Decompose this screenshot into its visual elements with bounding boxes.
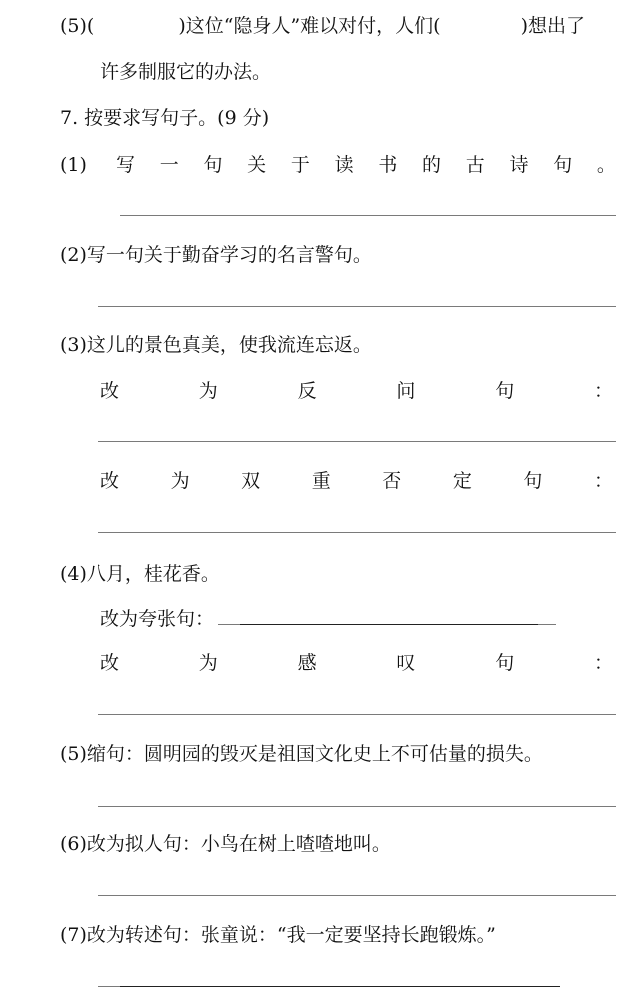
- item-4b-prompt: [100, 651, 613, 675]
- prompt-char: 重: [311, 470, 331, 492]
- section-7-title: 7. 按要求写句子。(9 分): [60, 107, 270, 129]
- prompt-char: 句: [553, 154, 573, 176]
- prompt-char: 定: [452, 470, 472, 492]
- prompt-char: 诗: [509, 154, 529, 176]
- prompt-char: 改: [100, 470, 120, 492]
- prompt-char: ：: [593, 380, 613, 402]
- item-1-label: (1): [60, 154, 87, 176]
- prompt-char: ：: [593, 470, 613, 492]
- item-6-prompt: (6)改为拟人句：小鸟在树上喳喳地叫。: [60, 833, 391, 855]
- answer-line-6[interactable]: [98, 895, 616, 896]
- prompt-char: 为: [170, 470, 190, 492]
- prompt-char: 改: [100, 652, 120, 674]
- prompt-char: 句: [495, 380, 515, 402]
- prompt-char: 问: [396, 380, 416, 402]
- prompt-char: 为: [198, 652, 218, 674]
- answer-line-5[interactable]: [98, 806, 616, 807]
- answer-line-3a[interactable]: [98, 441, 616, 442]
- prompt-char: 改: [100, 380, 120, 402]
- answer-line-3b[interactable]: [98, 532, 616, 533]
- q5-suffix: )想出了: [520, 15, 586, 37]
- prompt-char: 书: [378, 154, 398, 176]
- prompt-char: 双: [241, 470, 261, 492]
- answer-line-7[interactable]: [120, 986, 560, 987]
- answer-line-4a[interactable]: [240, 624, 538, 625]
- prompt-char: 于: [290, 154, 310, 176]
- answer-line-1[interactable]: [120, 215, 616, 216]
- prompt-char: 反: [297, 380, 317, 402]
- q5-prefix: (5)(: [60, 15, 95, 37]
- item-2-prompt: (2)写一句关于勤奋学习的名言警句。: [60, 244, 372, 266]
- prompt-char: ：: [593, 652, 613, 674]
- answer-line-2[interactable]: [98, 306, 616, 307]
- prompt-char: 一: [159, 154, 179, 176]
- item-3a-prompt: [100, 379, 613, 403]
- answer-line-7-lead: [98, 986, 120, 987]
- prompt-char: 感: [297, 652, 317, 674]
- item-3b-prompt: [100, 469, 613, 493]
- prompt-char: 古: [465, 154, 485, 176]
- item-7-prompt: (7)改为转述句：张童说：“我一定要坚持长跑锻炼。”: [60, 924, 496, 946]
- prompt-char: 关: [247, 154, 267, 176]
- prompt-char: 写: [116, 154, 136, 176]
- item-4-prompt: (4)八月，桂花香。: [60, 563, 220, 585]
- prompt-char: 读: [334, 154, 354, 176]
- q5-line1: [60, 14, 585, 38]
- answer-line-4b[interactable]: [98, 714, 616, 715]
- answer-line-4a-tail: [538, 624, 556, 625]
- prompt-char: 句: [203, 154, 223, 176]
- prompt-char: 叹: [396, 652, 416, 674]
- item-5-prompt: (5)缩句：圆明园的毁灭是祖国文化史上不可估量的损失。: [60, 743, 543, 765]
- q5-mid: )这位“隐身人”难以对付，人们(: [178, 15, 441, 37]
- item-3-prompt: (3)这儿的景色真美，使我流连忘返。: [60, 334, 372, 356]
- prompt-char: 否: [382, 470, 402, 492]
- item-4a-prompt: 改为夸张句：: [100, 608, 215, 630]
- q5-line2: 许多制服它的办法。: [100, 61, 272, 83]
- prompt-char: 为: [198, 380, 218, 402]
- prompt-char: 的: [422, 154, 442, 176]
- answer-line-4a-lead: [218, 624, 240, 625]
- prompt-char: 句: [495, 652, 515, 674]
- item-1-prompt: [116, 153, 616, 177]
- prompt-char: 句: [523, 470, 543, 492]
- prompt-char: 。: [596, 154, 616, 176]
